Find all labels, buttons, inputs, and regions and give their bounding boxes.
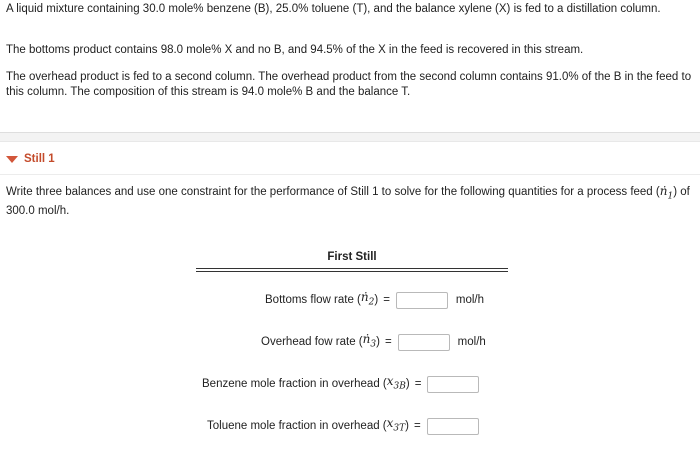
section-toggle-still-1[interactable]: [6, 152, 55, 167]
problem-paragraph-feed: A liquid mixture containing 30.0 mole% benzene (B), 25.0% toluene (T), and the balance xylene (X) is fed to a distillation column.: [6, 3, 661, 15]
bottoms-flow-input[interactable]: [396, 292, 448, 309]
problem-paragraph-bottoms: The bottoms product contains 98.0 mole% X and no B, and 94.5% of the X in the feed is recovered in this stream.: [6, 44, 584, 56]
benzene-fraction-input[interactable]: [427, 376, 479, 393]
row-bottoms-flow: Bottoms flow rate ( ṅ$_2$ ) = mol/h: [265, 290, 485, 308]
row-toluene-fraction: Toluene mole fraction in overhead ( $x_{3T}$ ) =: [207, 416, 479, 436]
problem-paragraph-overhead: The overhead product is fed to a second column. The overhead product from the second column contains 91.0% of the B in the feed to this column. The composition of this stream is 94.0 mole% B and the balance T.: [6, 71, 692, 98]
section-title: Still 1: [24, 153, 55, 165]
table-rule-top: [196, 268, 508, 269]
table-title: First Still: [327, 251, 377, 263]
section-rule: [0, 174, 700, 175]
toluene-fraction-input[interactable]: [427, 418, 479, 435]
question-text: Write three balances and use one constraint for the performance of Still 1 to solve for the following quantities for a process feed (ṅ$_1$) of 300.0 mol/h.: [6, 184, 690, 218]
row-benzene-fraction: Benzene mole fraction in overhead ( $x_{3B}$ ) =: [202, 374, 479, 394]
table-rule-bottom: [196, 271, 508, 272]
row-overhead-flow: Overhead fow rate ( ṅ$_3$ ) = mol/h: [261, 332, 486, 350]
unit-label: mol/h: [457, 335, 486, 348]
section-divider: [0, 132, 700, 142]
unit-label: mol/h: [455, 293, 485, 306]
overhead-flow-input[interactable]: [398, 334, 450, 351]
caret-down-icon: [6, 156, 18, 163]
